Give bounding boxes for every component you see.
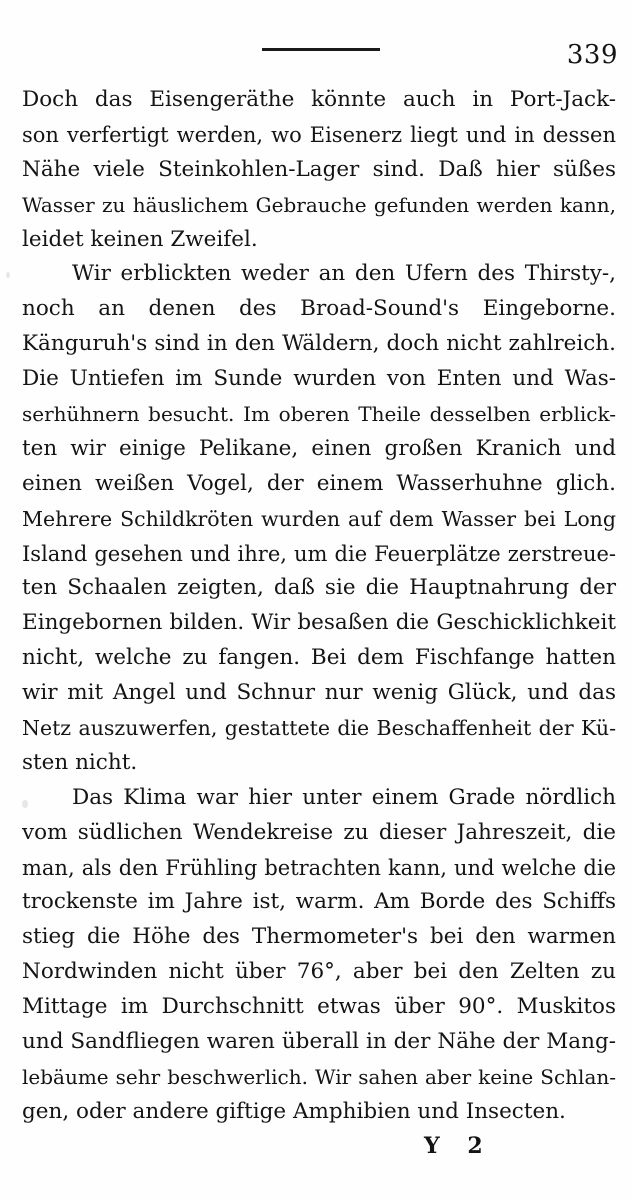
text-line: Mehrere Schildkröten wurden auf dem Wasser bei Long [22,506,616,531]
paragraph [22,257,616,780]
print-speck [6,272,10,278]
text-line: Eingebornen bilden. Wir besaßen die Geschicklichkeit [22,610,616,636]
text-line: Netz auszuwerfen, gestattete die Beschaffenheit der Kü- [22,716,616,741]
text-line: Das Klima war hier unter einem Grade nördlich [72,784,616,810]
text-line: Nordwinden nicht über 76°, aber bei den Zelten zu [22,959,616,985]
text-line: ten wir einige Pelikane, einen großen Kranich und [22,435,616,461]
text-line: Island gesehen und ihre, um die Feuerplätze zerstreue- [22,541,616,566]
text-line: lebäume sehr beschwerlich. Wir sahen aber keine Schlan- [22,1064,616,1089]
text-line: leidet keinen Zweifel. [22,226,258,252]
text-line: trockenste im Jahre ist, warm. Am Borde des Schiffs [22,889,616,915]
text-line: stieg die Höhe des Thermometer's bei den warmen [22,924,616,950]
text-line: noch an denen des Broad-Sound's Eingeborne. [22,296,616,322]
text-line: Die Untiefen im Sunde wurden von Enten und Was- [22,366,616,392]
text-line: einen weißen Vogel, der einem Wasserhuhne glich. [22,470,616,496]
text-line: gen, oder andere giftige Amphibien und Insecten. [22,1098,566,1124]
text-line: Wir erblickten weder an den Ufern des Thirsty-, [72,261,616,287]
text-line: vom südlichen Wendekreise zu dieser Jahreszeit, die [22,819,616,845]
header-rule [262,48,380,51]
text-line: serhühnern besucht. Im oberen Theile desselben erblick- [22,402,616,427]
text-line: Nähe viele Steinkohlen-Lager sind. Daß hier süßes [22,156,616,182]
text-line: Mittage im Durchschnitt etwas über 90°. Muskitos [22,994,616,1020]
text-line: wir mit Angel und Schnur nur wenig Glück, und das [22,680,616,706]
paragraph [22,83,616,257]
text-line: und Sandfliegen waren überall in der Nähe der Mang- [22,1029,616,1055]
page-number: 339 [566,40,618,70]
text-line: Känguruh's sind in den Wäldern, doch nicht zahlreich. [22,331,616,357]
text-line: son verfertigt werden, wo Eisenerz liegt und in dessen [22,122,616,147]
text-line: ten Schaalen zeigten, daß sie die Hauptnahrung der [22,575,616,601]
paragraph [22,781,616,1130]
text-line: sten nicht. [22,749,138,775]
text-line: nicht, welche zu fangen. Bei dem Fischfange hatten [22,645,616,671]
text-line: man, als den Frühling betrachten kann, und welche die [22,855,616,880]
body-text [22,83,616,1130]
signature-mark: Y 2 [424,1133,493,1159]
text-line: Doch das Eisengeräthe könnte auch in Port-Jack- [22,87,616,112]
print-speck [22,800,28,808]
text-line: Wasser zu häuslichem Gebrauche gefunden werden kann, [22,192,616,217]
